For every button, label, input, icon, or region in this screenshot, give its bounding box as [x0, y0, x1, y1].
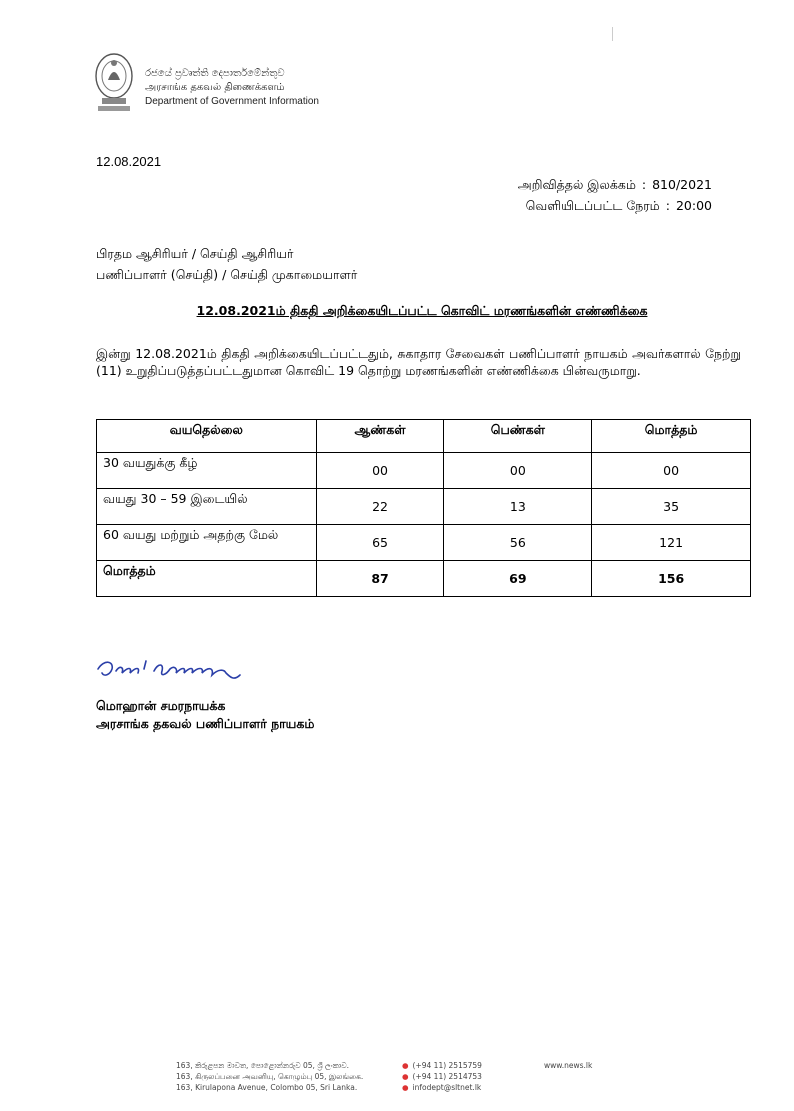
email-address: infodept@sltnet.lk [412, 1083, 482, 1092]
female-count-cell: 56 [444, 525, 592, 561]
org-name-english: Department of Government Information [145, 96, 319, 107]
total-count-cell: 35 [592, 489, 751, 525]
email-icon: ● [402, 1083, 409, 1092]
header-age-range: வயதெல்லை [97, 420, 317, 453]
release-time: 20:00 [675, 198, 712, 213]
death-count-table [96, 419, 751, 597]
header-female: பெண்கள் [444, 420, 592, 453]
signer-name: மொஹான் சமரநாயக்க [96, 698, 226, 713]
government-emblem-icon [92, 50, 136, 116]
female-count-cell: 13 [444, 489, 592, 525]
age-range-cell: 30 வயதுக்கு கீழ் [97, 453, 317, 489]
release-number-label: அறிவித்தல் இலக்கம் [517, 177, 636, 192]
male-count-cell: 65 [316, 525, 444, 561]
recipient-line-2: பணிப்பாளர் (செய்தி) / செய்தி முகாமையாளர் [96, 267, 358, 282]
phone-number: (+94 11) 2515759 [412, 1061, 482, 1070]
release-meta [518, 174, 712, 216]
separator: : [665, 198, 670, 213]
recipients [96, 243, 357, 285]
address-english: 163, Kirulapona Avenue, Colombo 05, Sri Lanka. [176, 1083, 358, 1092]
female-total-cell: 69 [444, 561, 592, 597]
total-count-cell: 00 [592, 453, 751, 489]
grand-total-cell: 156 [592, 561, 751, 597]
signer-title: அரசாங்க தகவல் பணிப்பாளர் நாயகம் [96, 716, 315, 731]
org-name-tamil: அரசாங்க தகவல் திணைக்களம் [145, 82, 285, 93]
recipient-line-1: பிரதம ஆசிரியர் / செய்தி ஆசிரியர் [96, 246, 294, 261]
age-range-cell: 60 வயது மற்றும் அதற்கு மேல் [97, 525, 317, 561]
release-time-label: வெளியிடப்பட்ட நேரம் [525, 198, 660, 213]
document-title: 12.08.2021ம் திகதி அறிக்கையிடப்பட்ட கொவிட் மரணங்களின் எண்ணிக்கை [196, 303, 648, 318]
department-name [145, 67, 319, 109]
org-name-sinhala: රජයේ ප්‍රවෘත්ති දෙපාර්තමේන්තුව [145, 68, 285, 79]
table-row [97, 453, 751, 489]
top-rule [612, 27, 613, 41]
document-date: 12.08.2021 [96, 154, 162, 169]
body-paragraph: இன்று 12.08.2021ம் திகதி அறிக்கையிடப்பட்டதும், சுகாதார சேவைகள் பணிப்பாளர் நாயகம் அவர்களால் நேற்று (11) உறுதிப்படுத்தப்பட்டதுமான கொவிட் 19 தொற்று மரணங்களின் எண்ணிக்கை பின்வருமாறு. [96, 346, 741, 378]
address-sinhala: 163, කිරුළපන මාවත, පොළොන්නරුව 05, ශ්‍රී ලංකාව. [176, 1061, 350, 1070]
release-number: 810/2021 [652, 177, 712, 192]
separator: : [641, 177, 647, 192]
address-tamil: 163, கிருலப்பனை அவனியு, கொழும்பு 05, இலங்கை. [176, 1072, 364, 1081]
table-total-row [97, 561, 751, 597]
phone-icon: ● [402, 1061, 409, 1070]
total-count-cell: 121 [592, 525, 751, 561]
table-row [97, 525, 751, 561]
fax-icon: ● [402, 1072, 409, 1081]
male-count-cell: 22 [316, 489, 444, 525]
handwritten-signature-icon [94, 655, 284, 695]
male-count-cell: 00 [316, 453, 444, 489]
header-male: ஆண்கள் [316, 420, 444, 453]
fax-number: (+94 11) 2514753 [412, 1072, 482, 1081]
age-range-cell: வயது 30 – 59 இடையில் [97, 489, 317, 525]
male-total-cell: 87 [316, 561, 444, 597]
table-row [97, 489, 751, 525]
female-count-cell: 00 [444, 453, 592, 489]
footer-website: www.news.lk [544, 1061, 593, 1070]
footer-address [176, 1060, 363, 1093]
total-label-cell: மொத்தம் [97, 561, 317, 597]
table-header-row [97, 420, 751, 453]
footer-contacts [402, 1060, 482, 1093]
header-total: மொத்தம் [592, 420, 751, 453]
signer-block [96, 697, 314, 733]
